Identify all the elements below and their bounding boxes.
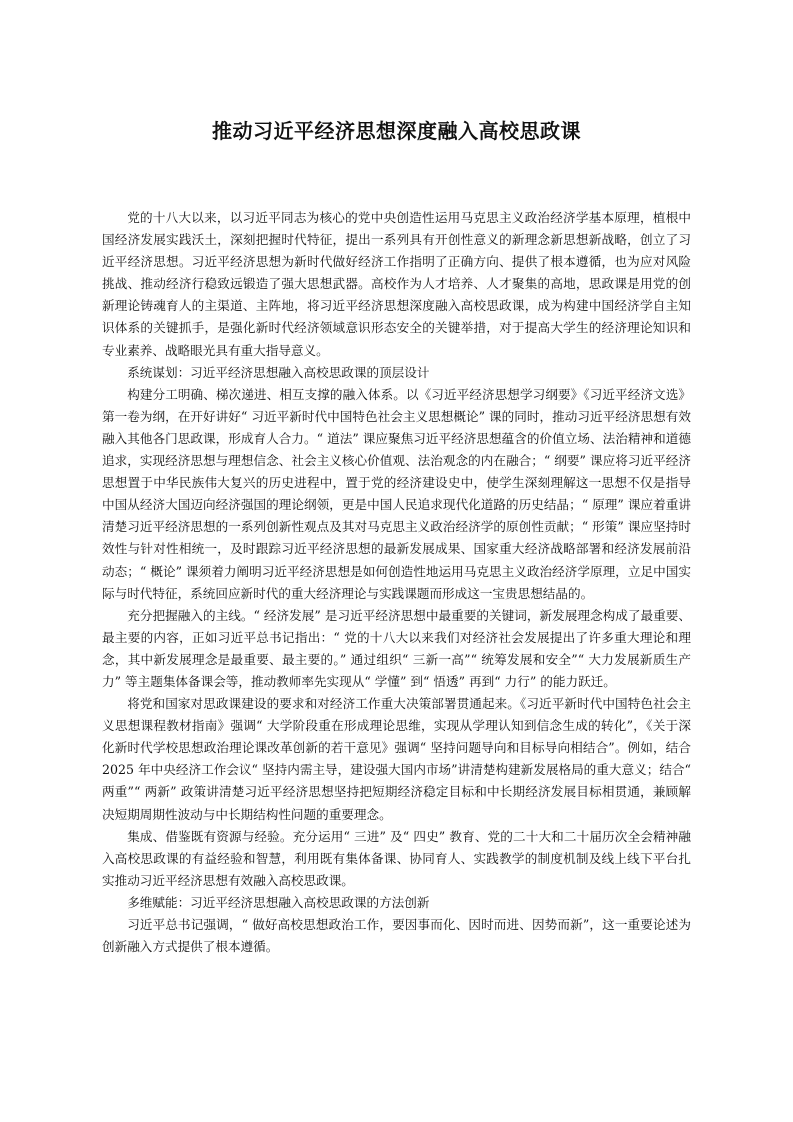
paragraph-main-line: 充分把握融入的主线。“ 经济发展” 是习近平经济思想中最重要的关键词，新发展理念构成了最重要、最主要的内容，正如习近平总书记指出：“ 党的十八大以来我们对经济社会发展提出了许多重大理论和理念，其中新发展理念是最重要、最主要的。” 通过组织“ 三新一高”“ 统筹发展和安全”“ 大力发展新质生产力” 等主题集体备课会等，推动教师率先实现从“ 学懂” 到“ 悟透” 再到“ 力行” 的能力跃迁。 [102,607,691,689]
document-title: 推动习近平经济思想深度融入高校思政课 [212,119,581,143]
section-heading-method-innovation: 多维赋能：习近平经济思想融入高校思政课的方法创新 [127,894,430,910]
document-body [102,207,691,958]
section-heading-systematic-planning: 系统谋划：习近平经济思想融入高校思政课的顶层设计 [127,364,430,380]
paragraph-closing: 习近平总书记强调，“ 做好高校思想政治工作，要因事而化、因时而进、因势而新”，这一重要论述为创新融入方式提供了根本遵循。 [102,917,691,955]
paragraph-resources: 集成、借鉴既有资源与经验。充分运用“ 三进” 及“ 四史” 教育、党的二十大和二十届历次全会精神融入高校思政课的有益经验和智慧，利用既有集体备课、协同育人、实践教学的制度机制及线上线下平台扎实推动习近平经济思想有效融入高校思政课。 [102,828,691,888]
paragraph-intro: 党的十八大以来，以习近平同志为核心的党中央创造性运用马克思主义政治经济学基本原理，植根中国经济发展实践沃土，深刻把握时代特征，提出一系列具有开创性意义的新理念新思想新战略，创立了习近平经济思想。习近平经济思想为新时代做好经济工作指明了正确方向、提供了根本遵循，也为应对风险挑战、推动经济行稳致远锻造了强大思想武器。高校作为人才培养、人才聚集的高地，思政课是用党的创新理论铸魂育人的主渠道、主阵地，将习近平经济思想深度融入高校思政课，成为构建中国经济学自主知识体系的关键抓手，是强化新时代经济领域意识形态安全的关键举措，对于提高大学生的经济理论知识和专业素养、战略眼光具有重大指导意义。 [102,210,691,358]
paragraph-policy-link: 将党和国家对思政课建设的要求和对经济工作重大决策部署贯通起来。《习近平新时代中国特色社会主义思想课程教材指南》强调“ 大学阶段重在形成理论思维，实现从学理认知到信念生成的转化”，《关于深化新时代学校思想政治理论课改革创新的若干意见》强调“ 坚持问题导向和目标导向相结合”。例如，结合 2025 年中央经济工作会议“ 坚持内需主导，建设强大国内市场”讲清楚构建新发展格局的重大意义；结合“ 两重”“ 两新” 政策讲清楚习近平经济思想坚持把短期经济稳定目标和中长期经济发展目标相贯通，兼顾解决短期周期性波动与中长期结构性问题的重要理念。 [102,696,691,822]
paragraph-integration-system: 构建分工明确、梯次递进、相互支撑的融入体系。以《习近平经济思想学习纲要》《习近平经济文选》第一卷为纲，在开好讲好“ 习近平新时代中国特色社会主义思想概论” 课的同时，推动习近平经济思想有效融入其他各门思政课，形成育人合力。“ 道法” 课应聚焦习近平经济思想蕴含的价值立场、法治精神和道德追求，实现经济思想与理想信念、社会主义核心价值观、法治观念的内在融合；“ 纲要” 课应将习近平经济思想置于中华民族伟大复兴的历史进程中，置于党的经济建设史中，使学生深刻理解这一思想不仅是指导中国从经济大国迈向经济强国的理论纲领，更是中国人民追求现代化道路的历史结晶；“ 原理” 课应着重讲清楚习近平经济思想的一系列创新性观点及其对马克思主义政治经济学的原创性贡献；“ 形策” 课应坚持时效性与针对性相统一，及时跟踪习近平经济思想的最新发展成果、国家重大经济战略部署和经济发展前沿动态；“ 概论” 课须着力阐明习近平经济思想是如何创造性地运用马克思主义政治经济学原理，立足中国实际与时代特征，系统回应新时代的重大经济理论与实践课题而形成这一宝贵思想结晶的。 [102,386,691,601]
